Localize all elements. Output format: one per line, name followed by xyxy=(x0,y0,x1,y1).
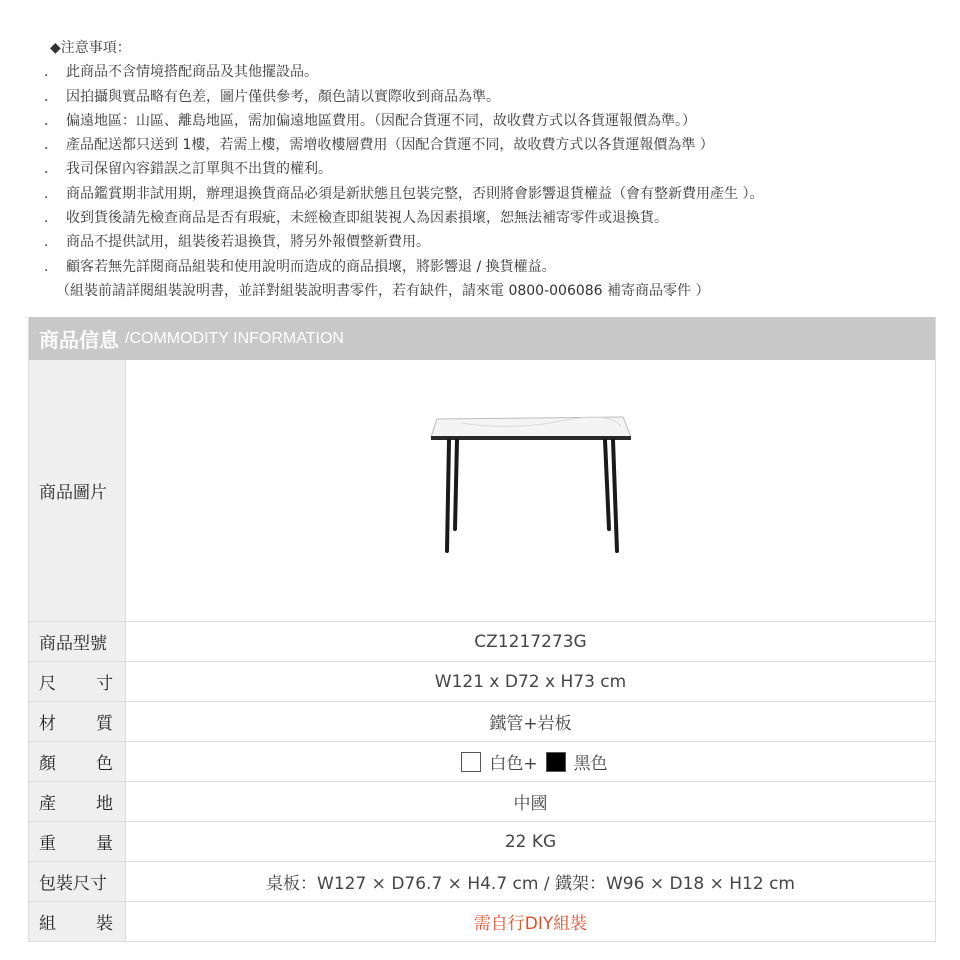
dining-table-image xyxy=(421,411,641,571)
assembly-row xyxy=(29,901,935,941)
row-label xyxy=(29,662,126,701)
row-value: W121 x D72 x H73 cm xyxy=(434,671,627,692)
row-label xyxy=(29,902,126,941)
notice-item: . 我司保留內容錯誤之訂單與不出貨的權利。 xyxy=(44,161,332,178)
row-label: 商品型號 xyxy=(29,622,126,661)
row-label-char: 顏 xyxy=(39,754,56,774)
color-white-text: 白色+ xyxy=(489,754,538,774)
row-label-char: 組 xyxy=(39,914,56,934)
commodity-info-subtitle: /COMMODITY INFORMATION xyxy=(125,329,344,347)
notice-heading: ◆注意事項： xyxy=(50,40,131,56)
white-swatch xyxy=(461,752,481,772)
origin-row xyxy=(29,781,935,821)
commodity-info-table xyxy=(28,317,936,942)
material-row xyxy=(29,701,935,741)
row-label-char: 裝 xyxy=(96,914,113,934)
color-black-text: 黑色 xyxy=(573,754,608,774)
row-label: 商品圖片 xyxy=(29,360,126,621)
row-label-char: 材 xyxy=(39,714,56,734)
notice-item: . 偏遠地區：山區、離島地區，需加偏遠地區費用。（因配合貨運不同，故收費方式以各貨運報價為準。） xyxy=(44,112,696,129)
row-label xyxy=(29,702,126,741)
row-label-char: 地 xyxy=(96,794,113,814)
model-row xyxy=(29,621,935,661)
row-label xyxy=(29,822,126,861)
notice-item: . 商品鑑賞期非試用期，辦理退換貨商品必須是新狀態且包裝完整，否則將會影響退貨權益（會有整新費用產生 ）。 xyxy=(44,185,764,202)
notice-assembly-note: （組裝前請詳閱組裝說明書，並詳對組裝說明書零件，若有缺件，請來電 0800-006086 補寄商品零件 ） xyxy=(56,282,710,299)
row-value: 中國 xyxy=(513,794,548,814)
row-label-char: 尺 xyxy=(39,674,56,694)
row-label xyxy=(29,782,126,821)
product-image xyxy=(126,360,935,621)
row-label xyxy=(29,742,126,781)
row-label-char: 寸 xyxy=(96,674,113,694)
commodity-info-header xyxy=(29,317,935,360)
black-swatch xyxy=(546,752,566,772)
row-label-char: 量 xyxy=(96,834,113,854)
product-image-row xyxy=(29,360,935,621)
row-label-char: 重 xyxy=(39,834,56,854)
package-size-row xyxy=(29,861,935,901)
row-label-char: 質 xyxy=(96,714,113,734)
size-row xyxy=(29,661,935,701)
row-value: 需自行DIY組裝 xyxy=(473,914,588,934)
row-value: CZ1217273G xyxy=(474,631,587,652)
weight-row xyxy=(29,821,935,861)
row-value: 22 KG xyxy=(504,831,557,852)
notice-item: . 顧客若無先詳閱商品組裝和使用說明而造成的商品損壞，將影響退 / 換貨權益。 xyxy=(44,258,556,275)
notice-item: . 此商品不含情境搭配商品及其他擺設品。 xyxy=(44,64,318,81)
row-value xyxy=(126,742,935,781)
notice-item: . 收到貨後請先檢查商品是否有瑕疵，未經檢查即組裝視人為因素損壞，恕無法補寄零件或退換貨。 xyxy=(44,210,668,227)
notice-section xyxy=(44,36,944,303)
commodity-info-title: 商品信息 xyxy=(39,328,119,352)
row-label-char: 色 xyxy=(96,754,113,774)
color-row xyxy=(29,741,935,781)
row-value: 桌板：W127 × D76.7 × H4.7 cm / 鐵架：W96 × D18 × H12 cm xyxy=(266,874,795,894)
notice-item: . 產品配送都只送到 1樓，若需上樓，需增收樓層費用（因配合貨運不同，故收費方式以各貨運報價為準 ） xyxy=(44,137,714,154)
row-label: 包裝尺寸 xyxy=(29,862,126,901)
row-label-char: 產 xyxy=(39,794,56,814)
notice-item: . 因拍攝與實品略有色差，圖片僅供參考，顏色請以實際收到商品為準。 xyxy=(44,88,500,105)
notice-item: . 商品不提供試用，組裝後若退換貨，將另外報價整新費用。 xyxy=(44,234,430,251)
row-value: 鐵管+岩板 xyxy=(489,714,572,734)
